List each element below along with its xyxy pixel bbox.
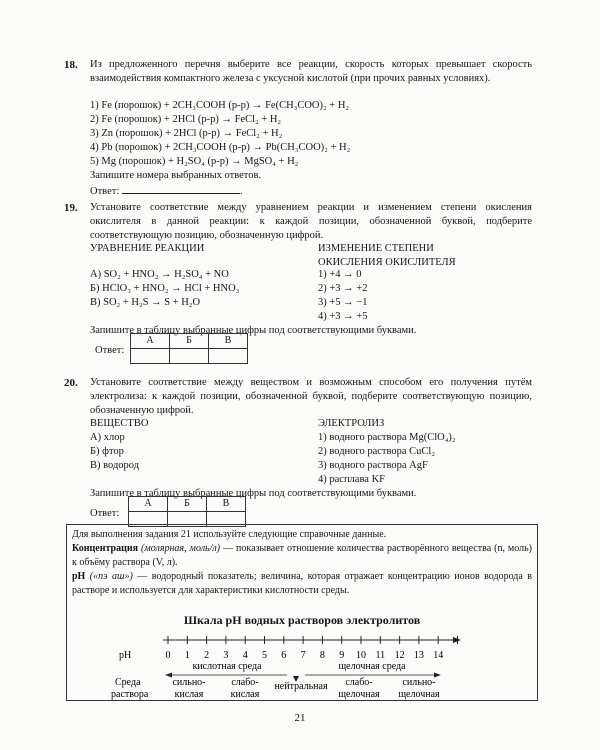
q20-text: Установите соответствие между веществом и возможным способом его получения путём электролиза: к каждой позиции, обозначенной буквой, подберите соответствующую позицию, обозначенную цифрой. [90,377,532,416]
q18-answer-end: . [239,186,243,197]
q18-text: Из предложенного перечня выберите все реакции, скорость которых превышает скорость взаимодействия компактного железа с уксусной кислотой (при прочих равных условиях). [90,59,532,84]
reference-box [66,524,538,701]
q20-right-item-3: 3) водного раствора AgF [318,460,428,471]
q19-number: 19. [64,202,78,214]
q18-answer-line [90,183,242,199]
ph-tick-label: 13 [413,650,424,661]
q19-col-b-header: Б [170,334,209,349]
ph-tick-label: 5 [262,650,267,661]
q20-answer-table [128,496,246,527]
q19-right-item-4: 4) +3 → +5 [318,311,368,322]
q20-left-item-b: Б) фтор [90,446,124,457]
q19-col-c-header: В [209,334,248,349]
ph-tick-label: 11 [375,650,386,661]
q20-col-c-header: В [207,497,246,512]
q19-answer-cell-c[interactable] [209,349,248,364]
q18-answer-field[interactable] [122,183,240,194]
q18-number: 18. [64,59,78,71]
q19-right-header-2: ОКИСЛЕНИЯ ОКИСЛИТЕЛЯ [318,257,456,268]
medium-strong-alkaline-1: сильно- [402,677,436,688]
q19-col-a-header: А [131,334,170,349]
ph-axis-label: pH [119,650,132,661]
q19-right-header-1: ИЗМЕНЕНИЕ СТЕПЕНИ [318,243,434,254]
q20-right-item-2: 2) водного раствора CuCl₂ [318,446,436,457]
medium-strong-acid-1: сильно- [172,677,206,688]
medium-label-2: раствора [111,689,149,700]
q19-right-item-3: 3) +5 → −1 [318,297,368,308]
q20-right-item-1: 1) водного раствора Mg(ClO₄)₂ [318,432,456,443]
ph-tick-label: 8 [319,650,325,661]
q20-left-header: ВЕЩЕСТВО [90,418,149,429]
q20-col-b-header: Б [168,497,207,512]
q19-left-item-b: Б) HClO₃ + HNO₂ → HCl + HNO₃ [90,283,240,294]
q19-right-item-2: 2) +3 → +2 [318,283,368,294]
medium-weak-acid-1: слабо- [231,677,259,688]
ph-description: — водородный показатель; величина, которая отражает концентрацию ионов водорода в растворе и используется для характеристики кислотности среды. [72,571,532,596]
medium-label-1: Среда [115,677,141,688]
q18-option-5: 5) Mg (порошок) + H₂SO₄ (р-р) → MgSO₄ + H₂ [90,156,299,167]
q18-option-1: 1) Fe (порошок) + 2CH₃COOH (р-р) → Fe(CH₃COO)₂ + H₂ [90,100,350,111]
ph-tick-label: 0 [165,650,171,661]
ph-tick-label: 14 [433,650,444,661]
medium-strong-acid-2: кислая [174,689,204,700]
medium-weak-acid-2: кислая [230,689,260,700]
ph-tick-label: 10 [356,650,366,661]
q19-answer-cell-a[interactable] [131,349,170,364]
q20-right-item-4: 4) расплава KF [318,474,385,485]
ph-tick-label: 9 [339,650,345,661]
ph-tick-label: 1 [184,650,190,661]
q18-instruction: Запишите номера выбранных ответов. [90,170,262,181]
ph-scale-title: Шкала pH водных растворов электролитов [183,613,421,627]
ph-pronunciation: («пэ аш») [89,571,133,582]
ph-scale-diagram [67,525,537,700]
medium-weak-alkaline-1: слабо- [345,677,373,688]
ph-tick-label: 7 [300,650,306,661]
q19-answer-label: Ответ: [95,345,125,356]
ph-tick-label: 4 [242,650,248,661]
q19-answer-cell-b[interactable] [170,349,209,364]
q19-answer-table [130,333,248,364]
ph-term: pH [72,571,86,582]
conc-description: — показывает отношение количества растворённого вещества (n, моль) к объёму раствора (V, л). [72,543,533,568]
ph-tick-label: 3 [223,650,229,661]
ph-tick-label: 12 [394,650,405,661]
ph-tick-label: 2 [204,650,210,661]
q19-left-item-a: А) SO₂ + HNO₂ → H₂SO₄ + NO [90,269,229,280]
q19-instruction: Запишите в таблицу выбранные цифры под соответствующими буквами. [90,325,417,336]
conc-term: Концентрация [72,543,139,554]
q20-col-a-header: А [129,497,168,512]
q19-text: Установите соответствие между уравнением реакции и изменением степени окисления окислителя в данной реакции: к каждой позиции, обозначенной буквой, подберите соответствующую позицию, обозначенную цифрой. [90,202,532,241]
q19-right-item-1: 1) +4 → 0 [318,269,362,280]
q20-left-item-a: А) хлор [90,432,125,443]
q20-left-item-c: В) водород [90,460,140,471]
info-intro: Для выполнения задания 21 используйте следующие справочные данные. [72,529,387,540]
conc-units: (молярная, моль/л) [141,543,221,554]
q18-option-3: 3) Zn (порошок) + 2HCl (р-р) → FeCl₂ + H₂ [90,128,283,139]
q20-right-header: ЭЛЕКТРОЛИЗ [318,418,385,429]
q18-option-4: 4) Pb (порошок) + 2CH₃COOH (р-р) → Pb(CH₃COO)₂ + H₂ [90,142,351,153]
q19-left-header: УРАВНЕНИЕ РЕАКЦИИ [90,243,205,254]
q20-instruction: Запишите в таблицу выбранные цифры под соответствующими буквами. [90,488,417,499]
q19-left-item-c: В) SO₂ + H₂S → S + H₂O [90,297,201,308]
q20-number: 20. [64,377,78,389]
ph-tick-label: 6 [281,650,287,661]
page-number: 21 [294,712,306,724]
acidic-label: кислотная среда [192,661,262,672]
q20-answer-label: Ответ: [90,508,120,519]
q18-answer-label: Ответ: [90,186,120,197]
acidic-arrow-head [165,673,172,678]
medium-neutral: нейтральная [274,681,328,692]
medium-weak-alkaline-2: щелочная [338,689,380,700]
q18-option-2: 2) Fe (порошок) + 2HCl (р-р) → FeCl₂ + H₂ [90,114,282,125]
ph-tick-labels [166,650,444,661]
alkaline-label: щелочная среда [338,661,406,672]
medium-strong-alkaline-2: щелочная [398,689,440,700]
